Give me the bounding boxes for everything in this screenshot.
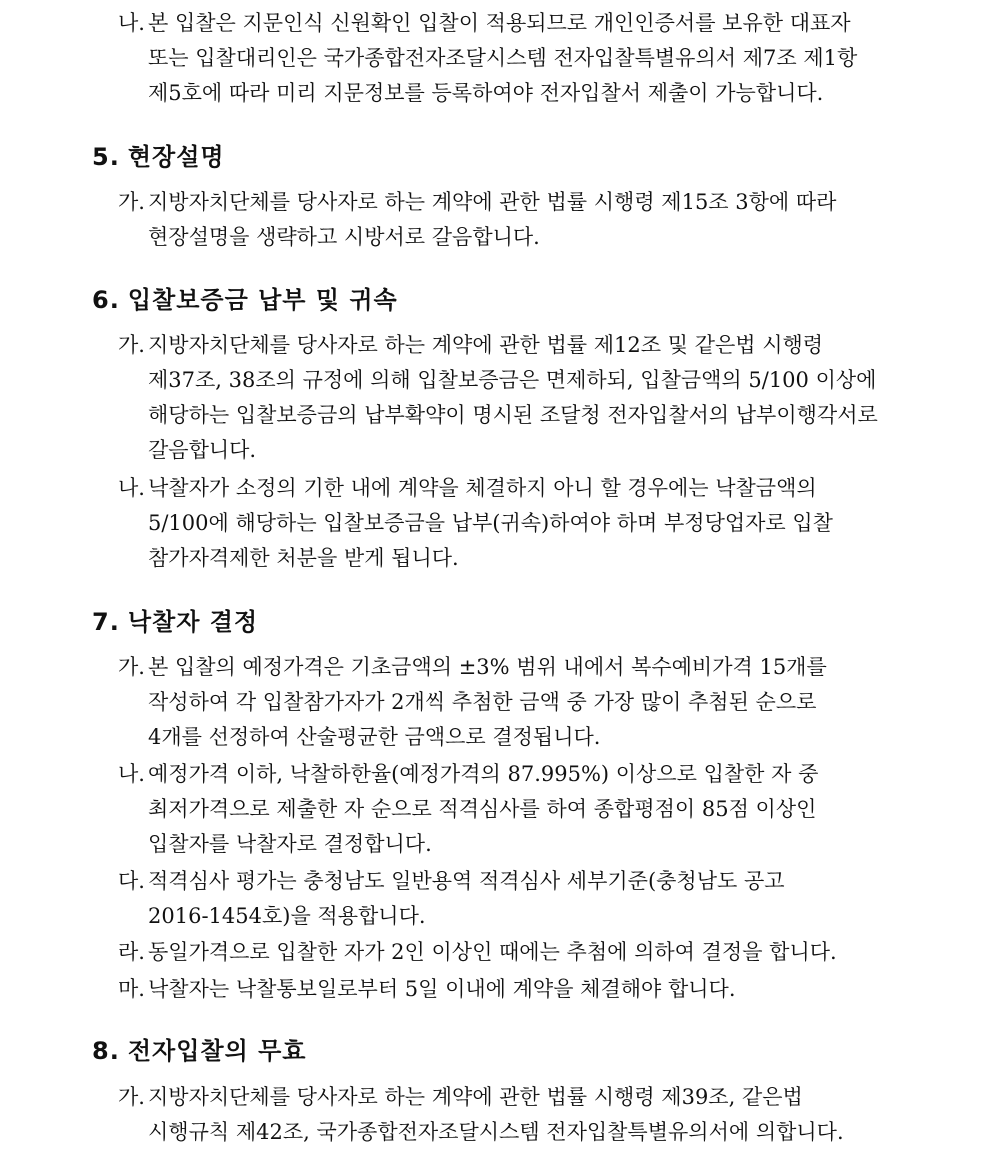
item-marker: 가. xyxy=(118,333,145,357)
list-item xyxy=(118,1080,898,1150)
list-item xyxy=(118,757,898,862)
item-marker: 라. xyxy=(118,940,145,964)
section-title: 낙찰자 결정 xyxy=(127,608,259,636)
item-marker: 가. xyxy=(118,1085,145,1109)
section-number: 8. xyxy=(92,1037,120,1065)
section-number: 7. xyxy=(92,608,120,636)
list-item xyxy=(118,328,898,468)
item-text: 본 입찰은 지문인식 신원확인 입찰이 적용되므로 개인인증서를 보유한 대표자 또는 입찰대리인은 국가종합전자조달시스템 전자입찰특별유의서 제7조 제1항 제5호에 따라 미리 지문정보를 등록하여야 전자입찰서 제출이 가능합니다. xyxy=(148,11,858,105)
item-marker: 가. xyxy=(118,655,145,679)
list-item xyxy=(118,471,898,576)
item-text: 지방자치단체를 당사자로 하는 계약에 관한 법률 제12조 및 같은법 시행령 제37조, 38조의 규정에 의해 입찰보증금은 면제하되, 입찰금액의 5/100 이상에 해당하는 입찰보증금의 납부확약이 명시된 조달청 전자입찰서의 납부이행각서로 갈음합니다. xyxy=(148,333,878,462)
list-item xyxy=(118,972,898,1007)
item-marker: 다. xyxy=(118,869,145,893)
item-text: 적격심사 평가는 충청남도 일반용역 적격심사 세부기준(충청남도 공고 2016-1454호)을 적용합니다. xyxy=(148,869,785,928)
item-marker: 나. xyxy=(118,762,145,786)
item-text: 본 입찰의 예정가격은 기초금액의 ±3% 범위 내에서 복수예비가격 15개를 작성하여 각 입찰참가자가 2개씩 추첨한 금액 중 가장 많이 추첨된 순으로 4개를 선정하여 산술평균한 금액으로 결정됩니다. xyxy=(148,655,827,749)
section-title: 전자입찰의 무효 xyxy=(127,1037,307,1065)
item-marker: 가. xyxy=(118,190,145,214)
item-text: 낙찰자는 낙찰통보일로부터 5일 이내에 계약을 체결해야 합니다. xyxy=(148,977,736,1001)
section-title: 입찰보증금 납부 및 귀속 xyxy=(127,286,398,314)
item-marker: 나. xyxy=(118,11,145,35)
item-text: 동일가격으로 입찰한 자가 2인 이상인 때에는 추첨에 의하여 결정을 합니다. xyxy=(148,940,837,964)
list-item xyxy=(118,650,898,755)
section-heading-6 xyxy=(92,283,398,317)
list-item-preamble xyxy=(118,6,898,111)
list-item xyxy=(118,864,898,934)
list-item xyxy=(118,935,898,970)
section-number: 5. xyxy=(92,143,120,171)
section-number: 6. xyxy=(92,286,120,314)
section-title: 현장설명 xyxy=(127,143,225,171)
section-heading-7 xyxy=(92,605,258,639)
item-text: 예정가격 이하, 낙찰하한율(예정가격의 87.995%) 이상으로 입찰한 자 중 최저가격으로 제출한 자 순으로 적격심사를 하여 종합평점이 85점 이상인 입찰자를 낙찰자로 결정합니다. xyxy=(148,762,819,856)
item-marker: 나. xyxy=(118,476,145,500)
section-heading-8 xyxy=(92,1034,306,1068)
item-text: 지방자치단체를 당사자로 하는 계약에 관한 법률 시행령 제39조, 같은법 시행규칙 제42조, 국가종합전자조달시스템 전자입찰특별유의서에 의합니다. xyxy=(148,1085,844,1144)
item-marker: 마. xyxy=(118,977,145,1001)
section-heading-5 xyxy=(92,140,225,174)
list-item xyxy=(118,185,898,255)
item-text: 지방자치단체를 당사자로 하는 계약에 관한 법률 시행령 제15조 3항에 따라 현장설명을 생략하고 시방서로 갈음합니다. xyxy=(148,190,837,249)
item-text: 낙찰자가 소정의 기한 내에 계약을 체결하지 아니 할 경우에는 낙찰금액의 5/100에 해당하는 입찰보증금을 납부(귀속)하여야 하며 부정당업자로 입찰 참가자격제한 처분을 받게 됩니다. xyxy=(148,476,833,570)
